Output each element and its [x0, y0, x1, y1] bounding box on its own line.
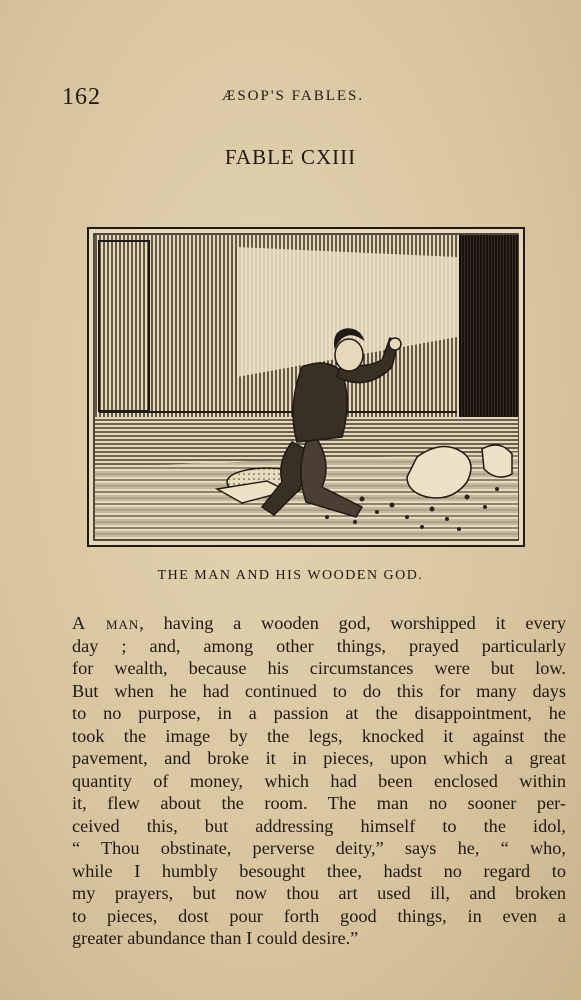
illustration-caption: THE MAN AND HIS WOODEN GOD. [157, 568, 424, 583]
text-line: A man, having a wooden god, worshipped it every [72, 613, 566, 633]
text-line: day ; and, among other things, prayed particularly [72, 635, 566, 656]
page-number: 162 [62, 84, 101, 110]
first-word: A man [72, 613, 140, 633]
text-line: for wealth, because his circumstances were but low. [72, 658, 566, 678]
text-line: ceived this, but addressing himself to the idol, [72, 815, 566, 836]
text-line: it, flew about the room. The man no sooner per- [72, 793, 566, 813]
woodcut-illustration [87, 227, 525, 547]
text-line: took the image by the legs, knocked it against the [72, 725, 566, 746]
text-line: “ Thou obstinate, perverse deity,” says he, “ who, [72, 838, 566, 858]
text-line: while I humbly besought thee, hadst no regard to [72, 860, 566, 881]
text-line: quantity of money, which had been enclosed within [72, 770, 566, 791]
text-line: to pieces, dost pour forth good things, in even a [72, 905, 566, 926]
fable-title: FABLE CXIII [224, 145, 357, 169]
running-head: ÆSOP'S FABLES. [222, 88, 365, 104]
fable-text [72, 612, 566, 950]
text-line: But when he had continued to do this for many days [72, 680, 566, 701]
text-line: my prayers, but now thou art used ill, and broken [72, 883, 566, 903]
text-line: greater abundance than I could desire.” [72, 928, 359, 948]
text-line: pavement, and broke it in pieces, upon which a great [72, 748, 566, 768]
text-line: to no purpose, in a passion at the disappointment, he [72, 703, 566, 723]
